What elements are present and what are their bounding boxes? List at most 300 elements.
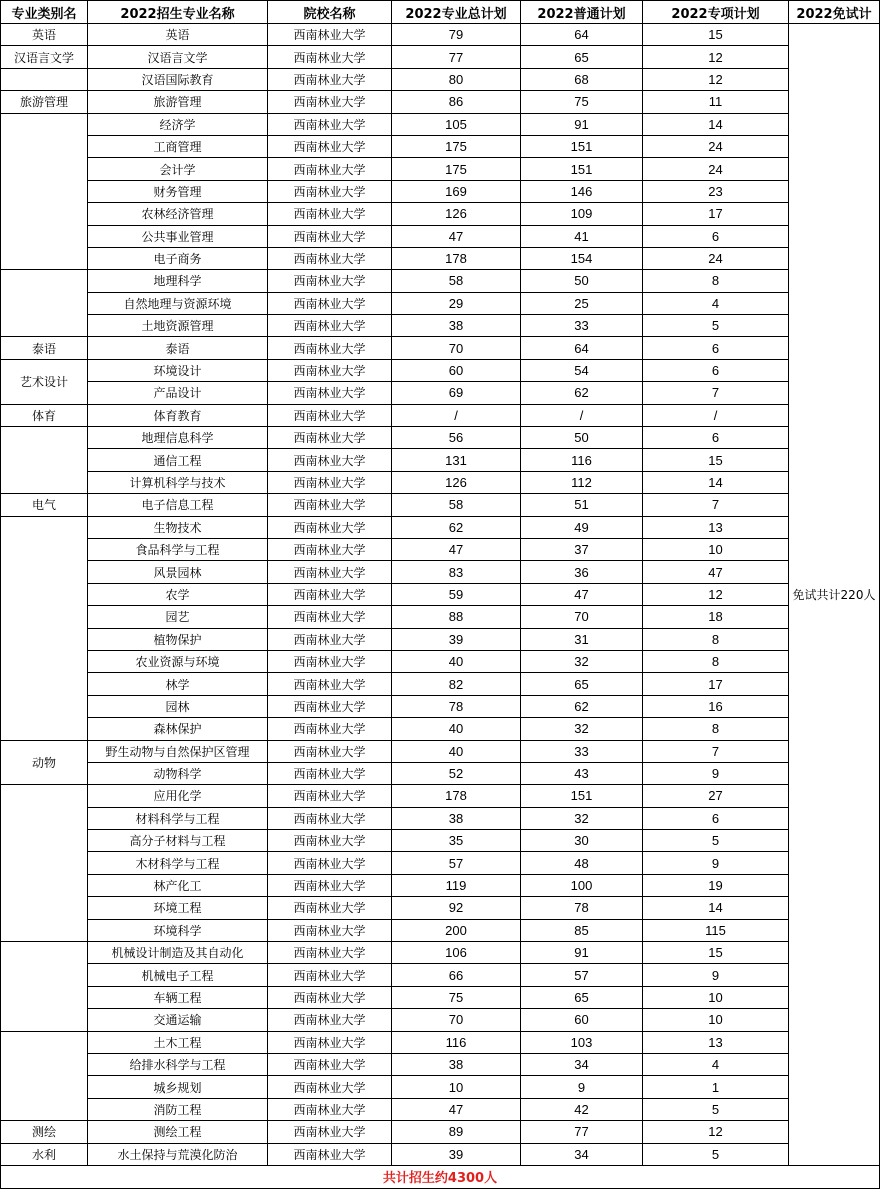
total-plan-cell: 10	[392, 1076, 521, 1098]
normal-plan-cell: 64	[521, 24, 643, 46]
special-plan-cell: 5	[643, 1143, 789, 1165]
total-plan-cell: 38	[392, 807, 521, 829]
total-plan-cell: 82	[392, 673, 521, 695]
special-plan-cell: 115	[643, 919, 789, 941]
school-cell: 西南林业大学	[268, 718, 392, 740]
table-row	[1, 247, 880, 269]
school-cell: 西南林业大学	[268, 135, 392, 157]
school-cell: 西南林业大学	[268, 180, 392, 202]
table-row	[1, 919, 880, 941]
normal-plan-cell: 91	[521, 942, 643, 964]
major-cell: 公共事业管理	[88, 225, 268, 247]
total-plan-cell: 119	[392, 874, 521, 896]
school-cell: 西南林业大学	[268, 404, 392, 426]
school-cell: 西南林业大学	[268, 471, 392, 493]
total-plan-cell: 39	[392, 1143, 521, 1165]
normal-plan-cell: 30	[521, 830, 643, 852]
school-cell: 西南林业大学	[268, 942, 392, 964]
normal-plan-cell: 62	[521, 382, 643, 404]
total-plan-cell: 175	[392, 135, 521, 157]
total-plan-cell: 89	[392, 1121, 521, 1143]
special-plan-cell: 7	[643, 382, 789, 404]
school-cell: 西南林业大学	[268, 382, 392, 404]
major-cell: 林产化工	[88, 874, 268, 896]
special-plan-cell: 14	[643, 897, 789, 919]
normal-plan-cell: 33	[521, 315, 643, 337]
table-row	[1, 583, 880, 605]
special-plan-cell: 24	[643, 158, 789, 180]
school-cell: 西南林业大学	[268, 919, 392, 941]
special-plan-cell: 13	[643, 1031, 789, 1053]
category-cell: 体育	[1, 404, 88, 426]
total-plan-cell: 126	[392, 471, 521, 493]
school-cell: 西南林业大学	[268, 583, 392, 605]
category-cell	[1, 270, 88, 337]
total-plan-cell: 80	[392, 68, 521, 90]
header-exempt-plan: 2022免试计	[789, 1, 880, 24]
school-cell: 西南林业大学	[268, 1053, 392, 1075]
special-plan-cell: 10	[643, 1009, 789, 1031]
school-cell: 西南林业大学	[268, 337, 392, 359]
table-row	[1, 650, 880, 672]
special-plan-cell: 5	[643, 315, 789, 337]
major-cell: 林学	[88, 673, 268, 695]
special-plan-cell: 14	[643, 471, 789, 493]
table-row	[1, 24, 880, 46]
table-row	[1, 382, 880, 404]
special-plan-cell: 23	[643, 180, 789, 202]
major-cell: 应用化学	[88, 785, 268, 807]
total-plan-cell: 47	[392, 1098, 521, 1120]
normal-plan-cell: 32	[521, 650, 643, 672]
total-plan-cell: 35	[392, 830, 521, 852]
normal-plan-cell: 50	[521, 270, 643, 292]
header-total-plan: 2022专业总计划	[392, 1, 521, 24]
major-cell: 给排水科学与工程	[88, 1053, 268, 1075]
special-plan-cell: 12	[643, 46, 789, 68]
school-cell: 西南林业大学	[268, 964, 392, 986]
school-cell: 西南林业大学	[268, 1143, 392, 1165]
normal-plan-cell: 34	[521, 1053, 643, 1075]
special-plan-cell: 6	[643, 807, 789, 829]
special-plan-cell: 17	[643, 203, 789, 225]
major-cell: 材料科学与工程	[88, 807, 268, 829]
special-plan-cell: 9	[643, 852, 789, 874]
major-cell: 通信工程	[88, 449, 268, 471]
table-row	[1, 762, 880, 784]
special-plan-cell: 9	[643, 964, 789, 986]
header-major: 2022招生专业名称	[88, 1, 268, 24]
major-cell: 城乡规划	[88, 1076, 268, 1098]
normal-plan-cell: 100	[521, 874, 643, 896]
major-cell: 经济学	[88, 113, 268, 135]
major-cell: 会计学	[88, 158, 268, 180]
major-cell: 高分子材料与工程	[88, 830, 268, 852]
total-plan-cell: 126	[392, 203, 521, 225]
category-cell: 艺术设计	[1, 359, 88, 404]
school-cell: 西南林业大学	[268, 494, 392, 516]
normal-plan-cell: 42	[521, 1098, 643, 1120]
total-plan-cell: 56	[392, 427, 521, 449]
major-cell: 机械电子工程	[88, 964, 268, 986]
header-school: 院校名称	[268, 1, 392, 24]
header-normal-plan: 2022普通计划	[521, 1, 643, 24]
normal-plan-cell: 85	[521, 919, 643, 941]
special-plan-cell: 27	[643, 785, 789, 807]
major-cell: 电子信息工程	[88, 494, 268, 516]
major-cell: 地理科学	[88, 270, 268, 292]
special-plan-cell: 8	[643, 270, 789, 292]
school-cell: 西南林业大学	[268, 68, 392, 90]
school-cell: 西南林业大学	[268, 538, 392, 560]
special-plan-cell: 6	[643, 225, 789, 247]
table-row	[1, 427, 880, 449]
table-row	[1, 695, 880, 717]
table-row	[1, 1031, 880, 1053]
table-row	[1, 449, 880, 471]
table-row	[1, 830, 880, 852]
normal-plan-cell: 57	[521, 964, 643, 986]
table-row	[1, 46, 880, 68]
special-plan-cell: 5	[643, 1098, 789, 1120]
school-cell: 西南林业大学	[268, 225, 392, 247]
category-cell: 泰语	[1, 337, 88, 359]
special-plan-cell: 4	[643, 292, 789, 314]
school-cell: 西南林业大学	[268, 1031, 392, 1053]
normal-plan-cell: 32	[521, 807, 643, 829]
header-row	[1, 1, 880, 24]
table-row	[1, 91, 880, 113]
total-plan-cell: 78	[392, 695, 521, 717]
major-cell: 野生动物与自然保护区管理	[88, 740, 268, 762]
total-plan-cell: 58	[392, 270, 521, 292]
major-cell: 计算机科学与技术	[88, 471, 268, 493]
major-cell: 农学	[88, 583, 268, 605]
major-cell: 财务管理	[88, 180, 268, 202]
normal-plan-cell: 103	[521, 1031, 643, 1053]
major-cell: 英语	[88, 24, 268, 46]
special-plan-cell: 16	[643, 695, 789, 717]
major-cell: 植物保护	[88, 628, 268, 650]
table-row	[1, 516, 880, 538]
normal-plan-cell: 25	[521, 292, 643, 314]
special-plan-cell: 10	[643, 986, 789, 1008]
major-cell: 电子商务	[88, 247, 268, 269]
school-cell: 西南林业大学	[268, 897, 392, 919]
school-cell: 西南林业大学	[268, 1098, 392, 1120]
normal-plan-cell: 154	[521, 247, 643, 269]
normal-plan-cell: 91	[521, 113, 643, 135]
special-plan-cell: 6	[643, 427, 789, 449]
special-plan-cell: 12	[643, 1121, 789, 1143]
normal-plan-cell: 116	[521, 449, 643, 471]
exempt-plan-cell: 免试共计220人	[789, 24, 880, 1166]
total-plan-cell: 105	[392, 113, 521, 135]
table-row	[1, 113, 880, 135]
table-row	[1, 942, 880, 964]
total-plan-cell: 83	[392, 561, 521, 583]
special-plan-cell: 17	[643, 673, 789, 695]
major-cell: 机械设计制造及其自动化	[88, 942, 268, 964]
special-plan-cell: /	[643, 404, 789, 426]
total-plan-cell: 88	[392, 606, 521, 628]
special-plan-cell: 8	[643, 628, 789, 650]
normal-plan-cell: 151	[521, 158, 643, 180]
total-plan-cell: 106	[392, 942, 521, 964]
total-plan-cell: 75	[392, 986, 521, 1008]
normal-plan-cell: 109	[521, 203, 643, 225]
major-cell: 泰语	[88, 337, 268, 359]
normal-plan-cell: 31	[521, 628, 643, 650]
major-cell: 环境设计	[88, 359, 268, 381]
table-row	[1, 1121, 880, 1143]
normal-plan-cell: 68	[521, 68, 643, 90]
special-plan-cell: 47	[643, 561, 789, 583]
major-cell: 农业资源与环境	[88, 650, 268, 672]
school-cell: 西南林业大学	[268, 113, 392, 135]
category-cell	[1, 113, 88, 270]
special-plan-cell: 15	[643, 24, 789, 46]
total-plan-cell: 178	[392, 785, 521, 807]
school-cell: 西南林业大学	[268, 673, 392, 695]
special-plan-cell: 15	[643, 942, 789, 964]
major-cell: 森林保护	[88, 718, 268, 740]
normal-plan-cell: 77	[521, 1121, 643, 1143]
normal-plan-cell: 70	[521, 606, 643, 628]
special-plan-cell: 4	[643, 1053, 789, 1075]
special-plan-cell: 19	[643, 874, 789, 896]
school-cell: 西南林业大学	[268, 158, 392, 180]
school-cell: 西南林业大学	[268, 46, 392, 68]
total-plan-cell: 70	[392, 337, 521, 359]
major-cell: 地理信息科学	[88, 427, 268, 449]
major-cell: 水土保持与荒漠化防治	[88, 1143, 268, 1165]
school-cell: 西南林业大学	[268, 874, 392, 896]
school-cell: 西南林业大学	[268, 606, 392, 628]
total-plan-cell: 59	[392, 583, 521, 605]
total-plan-cell: 77	[392, 46, 521, 68]
table-row	[1, 964, 880, 986]
major-cell: 园艺	[88, 606, 268, 628]
special-plan-cell: 10	[643, 538, 789, 560]
school-cell: 西南林业大学	[268, 292, 392, 314]
normal-plan-cell: 112	[521, 471, 643, 493]
total-plan-cell: 92	[392, 897, 521, 919]
normal-plan-cell: 34	[521, 1143, 643, 1165]
major-cell: 食品科学与工程	[88, 538, 268, 560]
table-row	[1, 740, 880, 762]
normal-plan-cell: 151	[521, 135, 643, 157]
normal-plan-cell: 47	[521, 583, 643, 605]
total-plan-cell: 57	[392, 852, 521, 874]
table-row	[1, 158, 880, 180]
school-cell: 西南林业大学	[268, 762, 392, 784]
category-cell: 动物	[1, 740, 88, 785]
table-row	[1, 1098, 880, 1120]
total-plan-cell: 116	[392, 1031, 521, 1053]
normal-plan-cell: 146	[521, 180, 643, 202]
category-cell	[1, 942, 88, 1032]
category-cell: 英语	[1, 24, 88, 46]
normal-plan-cell: 60	[521, 1009, 643, 1031]
total-plan-cell: 86	[392, 91, 521, 113]
school-cell: 西南林业大学	[268, 740, 392, 762]
table-footer	[1, 1165, 880, 1188]
total-plan-cell: 62	[392, 516, 521, 538]
table-row	[1, 1143, 880, 1165]
school-cell: 西南林业大学	[268, 807, 392, 829]
school-cell: 西南林业大学	[268, 561, 392, 583]
special-plan-cell: 24	[643, 247, 789, 269]
special-plan-cell: 13	[643, 516, 789, 538]
category-cell	[1, 516, 88, 740]
total-plan-cell: 40	[392, 718, 521, 740]
normal-plan-cell: 43	[521, 762, 643, 784]
total-plan-cell: 38	[392, 1053, 521, 1075]
table-row	[1, 315, 880, 337]
category-cell: 旅游管理	[1, 91, 88, 113]
table-row	[1, 404, 880, 426]
major-cell: 土木工程	[88, 1031, 268, 1053]
major-cell: 土地资源管理	[88, 315, 268, 337]
category-cell	[1, 68, 88, 90]
table-row	[1, 359, 880, 381]
table-row	[1, 606, 880, 628]
major-cell: 动物科学	[88, 762, 268, 784]
major-cell: 环境科学	[88, 919, 268, 941]
normal-plan-cell: 49	[521, 516, 643, 538]
school-cell: 西南林业大学	[268, 628, 392, 650]
school-cell: 西南林业大学	[268, 247, 392, 269]
table-row	[1, 471, 880, 493]
special-plan-cell: 9	[643, 762, 789, 784]
special-plan-cell: 15	[643, 449, 789, 471]
table-row	[1, 874, 880, 896]
total-plan-cell: 175	[392, 158, 521, 180]
school-cell: 西南林业大学	[268, 1121, 392, 1143]
table-row	[1, 538, 880, 560]
total-plan-cell: 70	[392, 1009, 521, 1031]
school-cell: 西南林业大学	[268, 650, 392, 672]
normal-plan-cell: 36	[521, 561, 643, 583]
category-cell	[1, 785, 88, 942]
special-plan-cell: 18	[643, 606, 789, 628]
special-plan-cell: 5	[643, 830, 789, 852]
special-plan-cell: 7	[643, 740, 789, 762]
major-cell: 车辆工程	[88, 986, 268, 1008]
normal-plan-cell: 33	[521, 740, 643, 762]
table-row	[1, 68, 880, 90]
table-row	[1, 225, 880, 247]
major-cell: 测绘工程	[88, 1121, 268, 1143]
major-cell: 自然地理与资源环境	[88, 292, 268, 314]
total-plan-cell: 38	[392, 315, 521, 337]
normal-plan-cell: 50	[521, 427, 643, 449]
category-cell	[1, 1031, 88, 1121]
total-plan-cell: 47	[392, 225, 521, 247]
major-cell: 交通运输	[88, 1009, 268, 1031]
major-cell: 风景园林	[88, 561, 268, 583]
normal-plan-cell: 65	[521, 673, 643, 695]
normal-plan-cell: 48	[521, 852, 643, 874]
table-header	[1, 1, 880, 24]
total-plan-cell: 79	[392, 24, 521, 46]
total-plan-cell: 39	[392, 628, 521, 650]
table-row	[1, 135, 880, 157]
special-plan-cell: 14	[643, 113, 789, 135]
category-cell: 水利	[1, 1143, 88, 1165]
table-body	[1, 24, 880, 1166]
special-plan-cell: 11	[643, 91, 789, 113]
total-enrollment-note: 共计招生约4300人	[1, 1165, 880, 1188]
category-cell	[1, 427, 88, 494]
table-row	[1, 180, 880, 202]
normal-plan-cell: 32	[521, 718, 643, 740]
total-plan-cell: 29	[392, 292, 521, 314]
header-category: 专业类别名	[1, 1, 88, 24]
total-plan-cell: 60	[392, 359, 521, 381]
major-cell: 产品设计	[88, 382, 268, 404]
normal-plan-cell: 9	[521, 1076, 643, 1098]
table-row	[1, 628, 880, 650]
special-plan-cell: 12	[643, 583, 789, 605]
table-row	[1, 785, 880, 807]
table-row	[1, 1053, 880, 1075]
special-plan-cell: 6	[643, 359, 789, 381]
table-row	[1, 718, 880, 740]
table-row	[1, 986, 880, 1008]
special-plan-cell: 12	[643, 68, 789, 90]
normal-plan-cell: 51	[521, 494, 643, 516]
school-cell: 西南林业大学	[268, 359, 392, 381]
major-cell: 环境工程	[88, 897, 268, 919]
table-row	[1, 337, 880, 359]
special-plan-cell: 6	[643, 337, 789, 359]
major-cell: 园林	[88, 695, 268, 717]
table-row	[1, 1009, 880, 1031]
total-plan-cell: 66	[392, 964, 521, 986]
special-plan-cell: 1	[643, 1076, 789, 1098]
major-cell: 汉语言文学	[88, 46, 268, 68]
footer-row	[1, 1165, 880, 1188]
total-plan-cell: 40	[392, 650, 521, 672]
category-cell: 电气	[1, 494, 88, 516]
school-cell: 西南林业大学	[268, 91, 392, 113]
normal-plan-cell: 65	[521, 986, 643, 1008]
total-plan-cell: 40	[392, 740, 521, 762]
school-cell: 西南林业大学	[268, 852, 392, 874]
major-cell: 消防工程	[88, 1098, 268, 1120]
table-row	[1, 292, 880, 314]
normal-plan-cell: 151	[521, 785, 643, 807]
school-cell: 西南林业大学	[268, 516, 392, 538]
normal-plan-cell: 65	[521, 46, 643, 68]
category-cell: 测绘	[1, 1121, 88, 1143]
major-cell: 农林经济管理	[88, 203, 268, 225]
school-cell: 西南林业大学	[268, 695, 392, 717]
table-row	[1, 897, 880, 919]
special-plan-cell: 8	[643, 718, 789, 740]
normal-plan-cell: 54	[521, 359, 643, 381]
major-cell: 生物技术	[88, 516, 268, 538]
major-cell: 旅游管理	[88, 91, 268, 113]
normal-plan-cell: 62	[521, 695, 643, 717]
school-cell: 西南林业大学	[268, 1009, 392, 1031]
major-cell: 汉语国际教育	[88, 68, 268, 90]
header-special-plan: 2022专项计划	[643, 1, 789, 24]
special-plan-cell: 8	[643, 650, 789, 672]
school-cell: 西南林业大学	[268, 203, 392, 225]
